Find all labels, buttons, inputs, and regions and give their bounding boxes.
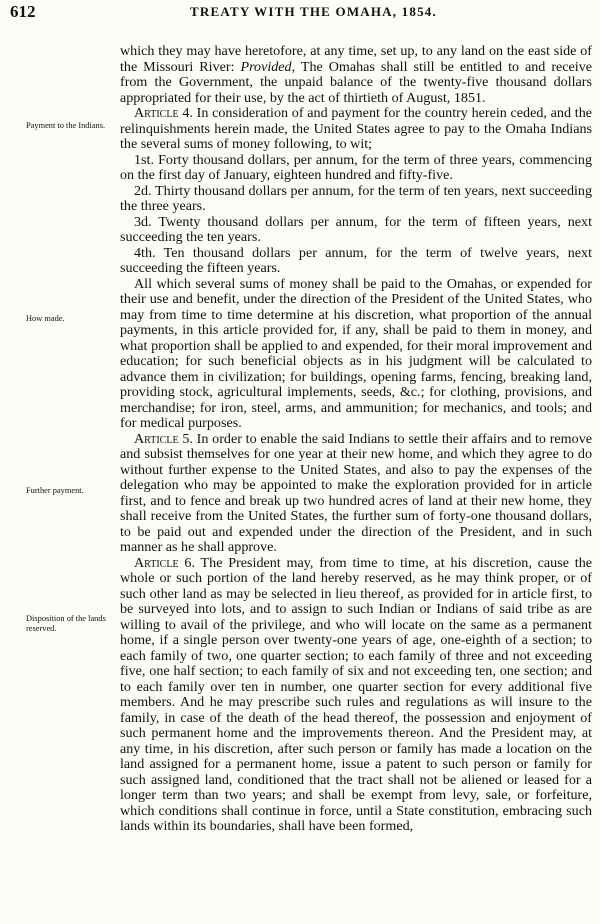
article-6: Article 6. The President may, from time to time, at his discretion, cause the whole or such portion of the land hereby reserved, as he may think proper, or of such other land as may be selected in lieu thereof, as provided for in article first, to be surveyed into lots, and to assign to such Indian or Indians of said tribe as are willing to avail of the privilege, and who will locate on the same as a permanent home, if a single person over twenty-one years of age, one-eighth of a section; to each family of two, one quarter section; to each family of three and not exceeding five, one half section; to each family of six and not exceeding ten, one section; and to each family over ten in number, one quarter section for every additional five members. And he may prescribe such rules and regulations as will insure to the family, in case of the death of the head thereof, the possession and enjoyment of such permanent home and the improvements thereon. And the President may, at any time, in his discretion, after such person or family has made a location on the land assigned for a permanent home, issue a patent to such person or family for such assigned land, conditioned that the tract shall not be aliened or leased for a longer term than two years; and shall be exempt from levy, sale, or forfeiture, which conditions shall continue in force, until a State constitution, embracing such lands within its boundaries, shall have been formed, [120, 554, 592, 834]
article-5: Article 5. In order to enable the said Indians to settle their affairs and to remove and subsist themselves for one year at their new home, and which they agree to do without further expense to the United States, and also to pay the expenses of the delegation who may be appointed to make the exploration provided for in article first, and to fence and break up two hundred acres of land at their new home, they shall receive from the United States, the further sum of forty-one thousand dollars, to be paid out and expended under the direction of the President, and in such manner as he shall approve. [120, 430, 592, 555]
page-header [0, 0, 600, 22]
running-title: TREATY WITH THE OMAHA, 1854. [190, 4, 437, 19]
article-4: Article 4. In consideration of and payment for the country herein ceded, and the relinquishments herein made, the United States agree to pay to the Omaha Indians the several sums of money following, to wit; [120, 105, 592, 152]
paragraph: 1st. Forty thousand dollars, per annum, for the term of three years, commencing on the first day of January, eighteen hundred and fifty-five. [120, 151, 592, 183]
article-label: Article 6. [134, 554, 195, 571]
article-label: Article 5. [134, 430, 193, 447]
paragraph: 4th. Ten thousand dollars per annum, for the term of twelve years, next succeeding the fifteen years. [120, 244, 592, 276]
margin-note-disposition: Disposition of the lands reserved. [26, 614, 106, 633]
article-label: Article 4. [134, 105, 193, 121]
margin-note-payment: Payment to the Indians. [26, 121, 106, 130]
margin-note-further-payment: Further payment. [26, 486, 84, 495]
paragraph: which they may have heretofore, at any time, set up, to any land on the east side of the Missouri River: Provided, The Omahas shall still be entitled to and receive from the Government, the unpaid balance of the twenty-five thousand dollars appropriated for their use, by the act of thirtieth of August, 1851. [120, 43, 592, 106]
paragraph: 2d. Thirty thousand dollars per annum, for the term of ten years, next succeeding the three years. [120, 182, 592, 214]
page-number: 612 [10, 2, 36, 21]
treaty-body [120, 44, 592, 835]
paragraph: All which several sums of money shall be paid to the Omahas, or expended for their use and benefit, under the direction of the President of the United States, who may from time to time determine at his discretion, what proportion of the annual payments, in this article provided for, if any, shall be paid to them in money, and what proportion shall be applied to and expended, for their moral improvement and education; for such beneficial objects as in his judgment will be calculated to advance them in civilization; for buildings, opening farms, fencing, breaking land, providing stock, agricultural implements, seeds, &c.; for clothing, provisions, and merchandise; for iron, steel, arms, and ammunition; for mechanics, and tools; and for medical purposes. [120, 275, 592, 431]
paragraph: 3d. Twenty thousand dollars per annum, for the term of fifteen years, next succeeding the ten years. [120, 213, 592, 245]
margin-note-how-made: How made. [26, 314, 65, 323]
